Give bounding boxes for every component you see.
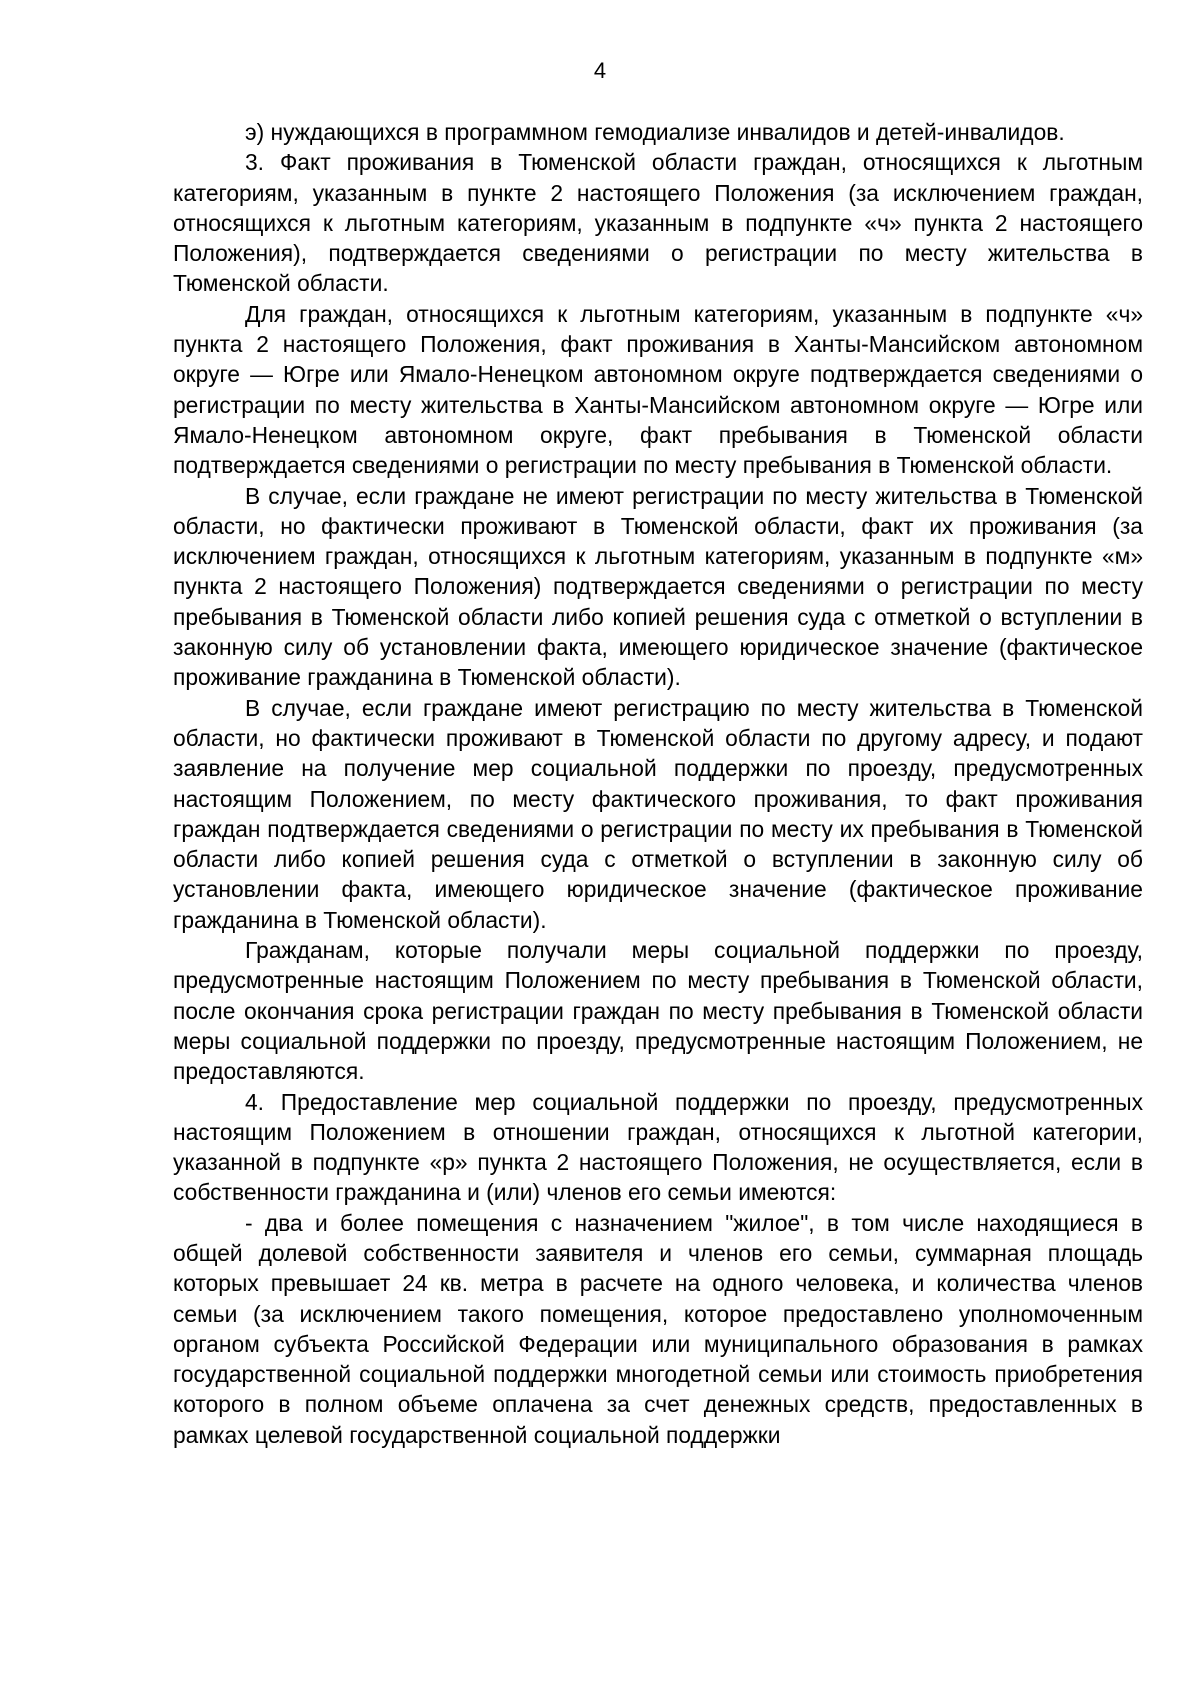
page-number: 4: [593, 58, 607, 83]
paragraph-other-address: В случае, если граждане имеют регистрацию по месту жительства в Тюменской области, но фактически проживают в Тюменской области по другому адресу, и подают заявление на получение мер социальной поддержки по проезду, предусмотренных настоящим Положением, по месту фактического проживания, то факт проживания граждан подтверждается сведениями о регистрации по месту их пребывания в Тюменской области либо копией решения суда с отметкой о вступлении в законную силу об установлении факта, имеющего юридическое значение (фактическое проживание гражданина в Тюменской области).: [173, 694, 1143, 933]
document-body: [173, 117, 1143, 1450]
paragraph-no-registration: В случае, если граждане не имеют регистрации по месту жительства в Тюменской области, но фактически проживают в Тюменской области, факт их проживания (за исключением граждан, относящихся к льготным категориям, указанным в подпункте «м» пункта 2 настоящего Положения) подтверждается сведениями о регистрации по месту пребывания в Тюменской области либо копией решения суда с отметкой о вступлении в законную силу об установлении факта, имеющего юридическое значение (фактическое проживание гражданина в Тюменской области).: [173, 482, 1143, 691]
paragraph-item-3: 3. Факт проживания в Тюменской области граждан, относящихся к льготным категориям, указанным в пункте 2 настоящего Положения (за исключением граждан, относящихся к льготным категориям, указанным в подпункте «ч» пункта 2 настоящего Положения), подтверждается сведениями о регистрации по месту жительства в Тюменской области.: [173, 149, 1143, 297]
paragraph-living-premises: - два и более помещения с назначением "жилое", в том числе находящиеся в общей долевой собственности заявителя и членов его семьи, суммарная площадь которых превышает 24 кв. метра в расчете на одного человека, и количества членов семьи (за исключением такого помещения, которое предоставлено уполномоченным органом субъекта Российской Федерации или муниципального образования в рамках государственной социальной поддержки многодетной семьи или стоимость приобретения которого в полном объеме оплачена за счет денежных средств, предоставленных в рамках целевой государственной социальной поддержки: [173, 1209, 1143, 1448]
paragraph-subitem-e: э) нуждающихся в программном гемодиализе инвалидов и детей-инвалидов.: [245, 119, 1065, 145]
paragraph-temporary-registration: Гражданам, которые получали меры социальной поддержки по проезду, предусмотренные настоящим Положением по месту пребывания в Тюменской области, после окончания срока регистрации граждан по месту пребывания в Тюменской области меры социальной поддержки по проезду, предусмотренные настоящим Положением, не предоставляются.: [173, 937, 1143, 1085]
paragraph-item-4: 4. Предоставление мер социальной поддержки по проезду, предусмотренных настоящим Положением в отношении граждан, относящихся к льготной категории, указанной в подпункте «р» пункта 2 настоящего Положения, не осуществляется, если в собственности гражданина и (или) членов его семьи имеются:: [173, 1088, 1143, 1206]
paragraph-khmao-yanao: Для граждан, относящихся к льготным категориям, указанным в подпункте «ч» пункта 2 настоящего Положения, факт проживания в Ханты-Мансийском автономном округе — Югре или Ямало-Ненецком автономном округе подтверждается сведениями о регистрации по месту жительства в Ханты-Мансийском автономном округе — Югре или Ямало-Ненецком автономном округе, факт пребывания в Тюменской области подтверждается сведениями о регистрации по месту пребывания в Тюменской области.: [173, 300, 1143, 479]
